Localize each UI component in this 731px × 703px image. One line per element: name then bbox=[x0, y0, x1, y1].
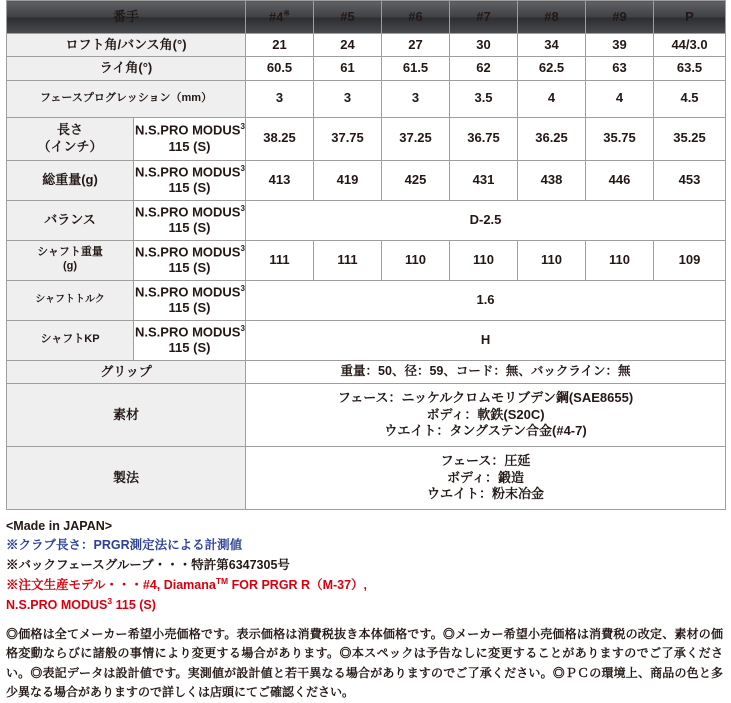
shaft-name-line2: 115 (S) bbox=[168, 300, 211, 316]
row-label-length-line2: （インチ） bbox=[37, 138, 103, 154]
shaft-name-sup: 3 bbox=[240, 163, 245, 173]
row-label-shaft-weight bbox=[7, 240, 134, 280]
header-cell-banggo: 番手 bbox=[7, 1, 246, 34]
shaft-name-line2: 115 (S) bbox=[168, 220, 211, 236]
row-label-grip: グリップ bbox=[7, 360, 246, 383]
row-label-length-line1: 長さ bbox=[56, 122, 83, 138]
shaft-name-line2: 115 (S) bbox=[168, 340, 211, 356]
shaft-name-line1: N.S.PRO MODUS bbox=[135, 243, 241, 259]
cell-lie-9: 63 bbox=[586, 57, 654, 80]
shaft-name-sup: 3 bbox=[240, 203, 245, 213]
cell-length-6: 37.25 bbox=[382, 117, 450, 160]
note-custom-order-line2 bbox=[6, 595, 725, 616]
cell-weight-p: 453 bbox=[654, 160, 726, 200]
cell-weight-6: 425 bbox=[382, 160, 450, 200]
row-label-balance: バランス bbox=[7, 200, 134, 240]
cell-shaft-weight-p: 109 bbox=[654, 240, 726, 280]
row-label-torque: シャフトトルク bbox=[7, 280, 134, 320]
cell-loft-6: 27 bbox=[382, 34, 450, 57]
note-club-length: ※クラブ長さ：PRGR測定法による計測値 bbox=[6, 538, 243, 553]
shaft-name-line2: 115 (S) bbox=[168, 260, 211, 276]
cell-loft-8: 34 bbox=[518, 34, 586, 57]
cell-fp-5: 3 bbox=[314, 80, 382, 117]
row-label-face-progression: フェースプログレッション（mm） bbox=[7, 80, 246, 117]
shaft-name-line1: N.S.PRO MODUS bbox=[135, 203, 241, 219]
cell-lie-4: 60.5 bbox=[246, 57, 314, 80]
row-label-shaft-weight-line2: (g) bbox=[62, 260, 78, 272]
table-row bbox=[7, 117, 726, 160]
shaft-name-shaft-weight bbox=[134, 240, 246, 280]
cell-shaft-weight-7: 110 bbox=[450, 240, 518, 280]
note-shaft-name-a: N.S.PRO MODUS bbox=[6, 598, 108, 613]
table-row bbox=[7, 360, 726, 383]
cell-loft-9: 39 bbox=[586, 34, 654, 57]
club-4-note: ※ bbox=[283, 8, 291, 18]
cell-fp-9: 4 bbox=[586, 80, 654, 117]
note-shaft-name-sup: 3 bbox=[107, 596, 113, 607]
cell-length-4: 38.25 bbox=[246, 117, 314, 160]
material-line-1: フェース：ニッケルクロムモリブデン鋼(SAE8655) bbox=[337, 390, 634, 406]
table-row bbox=[7, 80, 726, 117]
cell-material-value bbox=[246, 383, 726, 446]
cell-shaft-weight-8: 110 bbox=[518, 240, 586, 280]
shaft-name-balance bbox=[134, 200, 246, 240]
table-row bbox=[7, 383, 726, 446]
cell-length-7: 36.75 bbox=[450, 117, 518, 160]
cell-loft-5: 24 bbox=[314, 34, 382, 57]
shaft-name-line2: 115 (S) bbox=[168, 138, 211, 154]
trademark-icon: TM bbox=[215, 575, 229, 586]
shaft-name-line1: N.S.PRO MODUS bbox=[135, 283, 241, 299]
note-patent: ※バックフェースグルーブ・・・特許第6347305号 bbox=[6, 557, 290, 572]
row-label-loft: ロフト角/バンス角(°) bbox=[7, 34, 246, 57]
row-label-lie: ライ角(°) bbox=[7, 57, 246, 80]
shaft-name-torque bbox=[134, 280, 246, 320]
cell-loft-7: 30 bbox=[450, 34, 518, 57]
cell-grip-value: 重量：50、径：59、コード：無、バックライン：無 bbox=[246, 360, 726, 383]
row-label-kp: シャフトKP bbox=[7, 320, 134, 360]
fineprint-block bbox=[6, 625, 725, 703]
cell-weight-9: 446 bbox=[586, 160, 654, 200]
cell-balance-all: D-2.5 bbox=[246, 200, 726, 240]
row-label-construction: 製法 bbox=[7, 446, 246, 509]
table-row bbox=[7, 34, 726, 57]
row-label-shaft-weight-line1: シャフト重量 bbox=[37, 246, 103, 259]
club-4-label: #4 bbox=[268, 9, 284, 25]
cell-fp-4: 3 bbox=[246, 80, 314, 117]
note-custom-order-line1 bbox=[6, 575, 725, 596]
shaft-name-line1: N.S.PRO MODUS bbox=[135, 163, 241, 179]
table-header-row bbox=[7, 1, 726, 34]
shaft-name-line1: N.S.PRO MODUS bbox=[135, 122, 241, 138]
cell-fp-7: 3.5 bbox=[450, 80, 518, 117]
note-made-in-japan: <Made in JAPAN> bbox=[6, 518, 113, 533]
cell-loft-p: 44/3.0 bbox=[654, 34, 726, 57]
table-row bbox=[7, 57, 726, 80]
shaft-name-line1: N.S.PRO MODUS bbox=[135, 323, 241, 339]
table-row bbox=[7, 200, 726, 240]
note-custom-order-text-b: FOR PRGR R（M-37）, bbox=[228, 578, 368, 593]
spec-table bbox=[6, 0, 726, 510]
fineprint-text: 価格は全てメーカー希望小売価格です。表示価格は消費税抜き本体価格です。◎メーカー希望小売価格は消費税の改定、素材の価格変動ならびに諸般の事情により変更する場合があります。◎本スペックは予告なしに変更することがありますのでご了承ください。◎表記データは設計値です。実測値が設計値と若干異なる場合がありますのでご了承ください。◎ＰＣの環境上、商品の色と多少異なる場合がありますので詳しくは店頭にてご確認ください。 bbox=[6, 626, 723, 700]
cell-lie-5: 61 bbox=[314, 57, 382, 80]
shaft-name-sup: 3 bbox=[240, 323, 245, 333]
material-line-2: ボディ：軟鉄(S20C) bbox=[426, 406, 545, 422]
cell-loft-4: 21 bbox=[246, 34, 314, 57]
cell-weight-4: 413 bbox=[246, 160, 314, 200]
row-label-material: 素材 bbox=[7, 383, 246, 446]
cell-shaft-weight-9: 110 bbox=[586, 240, 654, 280]
construction-line-1: フェース：圧延 bbox=[440, 453, 531, 469]
table-row bbox=[7, 160, 726, 200]
shaft-name-kp bbox=[134, 320, 246, 360]
row-label-total-weight: 総重量(g) bbox=[7, 160, 134, 200]
cell-torque-all: 1.6 bbox=[246, 280, 726, 320]
cell-weight-8: 438 bbox=[518, 160, 586, 200]
shaft-name-sup: 3 bbox=[240, 122, 245, 132]
cell-lie-p: 63.5 bbox=[654, 57, 726, 80]
cell-lie-7: 62 bbox=[450, 57, 518, 80]
cell-shaft-weight-6: 110 bbox=[382, 240, 450, 280]
cell-weight-7: 431 bbox=[450, 160, 518, 200]
construction-line-2: ボディ：鍛造 bbox=[447, 469, 524, 485]
header-cell-club-6: #6 bbox=[382, 1, 450, 34]
shaft-name-sup: 3 bbox=[240, 283, 245, 293]
header-cell-club-4 bbox=[246, 1, 314, 34]
shaft-name-sup: 3 bbox=[240, 243, 245, 253]
shaft-name-line2: 115 (S) bbox=[168, 180, 211, 196]
row-label-length bbox=[7, 117, 134, 160]
header-cell-club-7: #7 bbox=[450, 1, 518, 34]
header-cell-club-5: #5 bbox=[314, 1, 382, 34]
shaft-name-total-weight bbox=[134, 160, 246, 200]
table-row bbox=[7, 240, 726, 280]
cell-fp-6: 3 bbox=[382, 80, 450, 117]
cell-length-p: 35.25 bbox=[654, 117, 726, 160]
cell-lie-6: 61.5 bbox=[382, 57, 450, 80]
cell-length-9: 35.75 bbox=[586, 117, 654, 160]
construction-line-3: ウエイト：粉末冶金 bbox=[427, 485, 545, 501]
note-custom-order-text-a: ※注文生産モデル・・・#4, Diamana bbox=[6, 578, 216, 593]
header-cell-club-9: #9 bbox=[586, 1, 654, 34]
table-row bbox=[7, 320, 726, 360]
table-row bbox=[7, 446, 726, 509]
cell-fp-8: 4 bbox=[518, 80, 586, 117]
header-cell-club-p: P bbox=[654, 1, 726, 34]
material-line-3: ウエイト：タングステン合金(#4-7) bbox=[384, 422, 587, 438]
cell-kp-all: H bbox=[246, 320, 726, 360]
cell-shaft-weight-4: 111 bbox=[246, 240, 314, 280]
cell-length-8: 36.25 bbox=[518, 117, 586, 160]
header-cell-club-8: #8 bbox=[518, 1, 586, 34]
cell-shaft-weight-5: 111 bbox=[314, 240, 382, 280]
cell-construction-value bbox=[246, 446, 726, 509]
fineprint-prefix: ◎ bbox=[6, 626, 19, 641]
cell-fp-p: 4.5 bbox=[654, 80, 726, 117]
cell-lie-8: 62.5 bbox=[518, 57, 586, 80]
notes-block bbox=[6, 517, 725, 616]
cell-length-5: 37.75 bbox=[314, 117, 382, 160]
cell-weight-5: 419 bbox=[314, 160, 382, 200]
note-shaft-name-b: 115 (S) bbox=[112, 598, 156, 613]
shaft-name-length bbox=[134, 117, 246, 160]
table-row bbox=[7, 280, 726, 320]
